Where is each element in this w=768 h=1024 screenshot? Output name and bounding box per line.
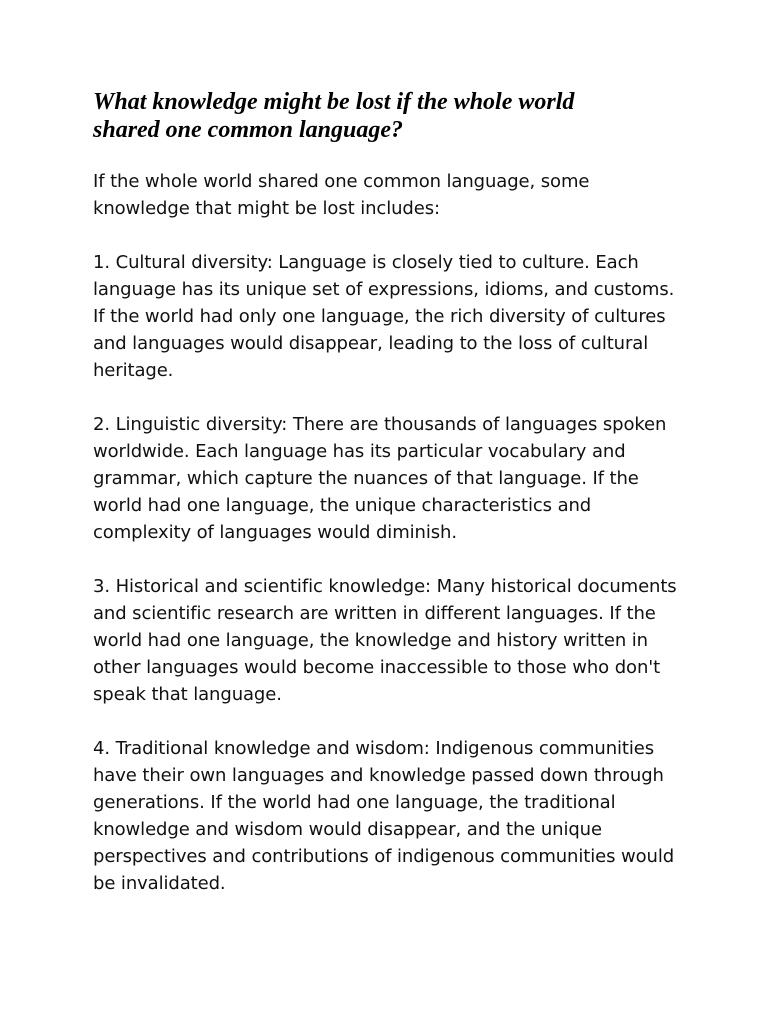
point-cultural-diversity: 1. Cultural diversity: Language is closely tied to culture. Each language has its unique set of expressions, idioms, and customs. If the world had only one language, the rich diversity of cultures and languages would disappear, leading to the loss of cultural heritage. bbox=[93, 252, 675, 381]
point-traditional-knowledge: 4. Traditional knowledge and wisdom: Indigenous communities have their own languages and knowledge passed down through generations. If the world had one language, the traditional knowledge and wisdom would disappear, and the unique perspectives and contributions of indigenous communities would be invalidated. bbox=[93, 738, 675, 894]
page-title: What knowledge might be lost if the whole world shared one common language? bbox=[93, 89, 575, 143]
point-historical-scientific-knowledge: 3. Historical and scientific knowledge: Many historical documents and scientific research are written in different languages. If the world had one language, the knowledge and history written in other languages would become inaccessible to those who don't speak that language. bbox=[93, 576, 677, 705]
point-linguistic-diversity: 2. Linguistic diversity: There are thousands of languages spoken worldwide. Each language has its particular vocabulary and grammar, which capture the nuances of that language. If the world had one language, the unique characteristics and complexity of languages would diminish. bbox=[93, 414, 667, 543]
intro-paragraph: If the whole world shared one common language, some knowledge that might be lost includes: bbox=[93, 171, 590, 219]
